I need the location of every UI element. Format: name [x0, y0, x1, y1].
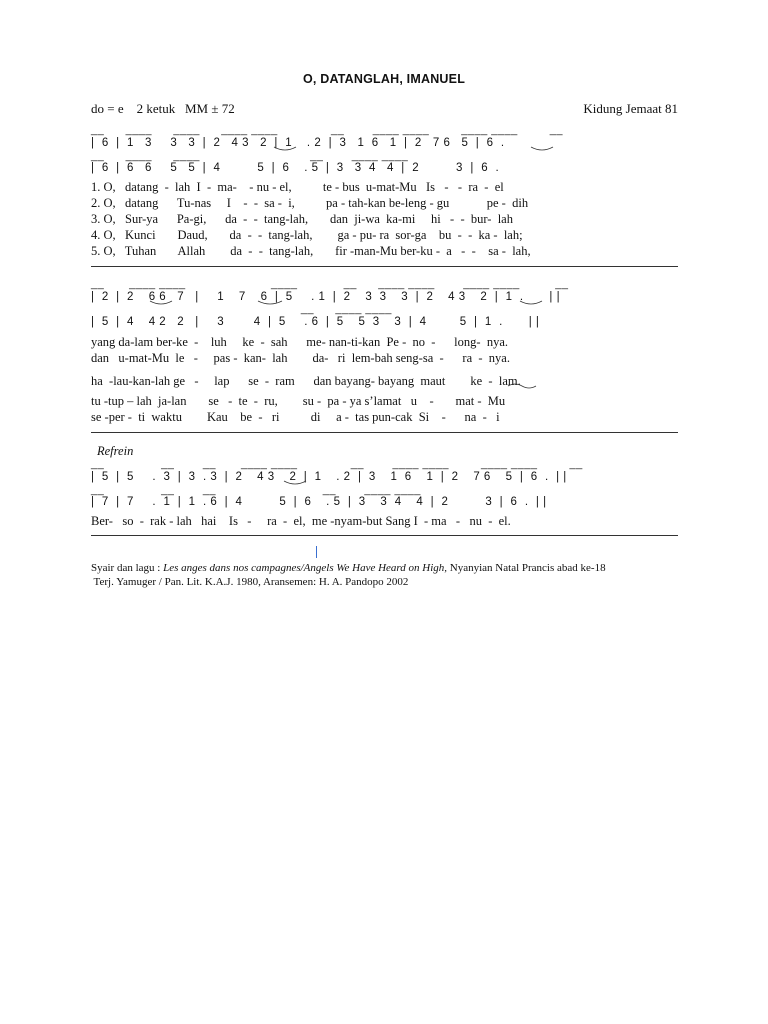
beam-bars: __ ____ ____ __ ____ ____	[91, 150, 409, 162]
section-divider	[91, 432, 678, 433]
refrain-label: Refrein	[97, 444, 134, 458]
hymn-title: O, DATANGLAH, IMANUEL	[302, 72, 466, 86]
credits	[91, 561, 691, 589]
notation-line-upper: | 5 | 5 . 3 | 3 . 3 | 2 4 3 2 | 1 . 2 | 3 1 6 1 | 2 7 6 5 | 6 . | |	[91, 471, 567, 483]
notation-line-lower: | 5 | 4 4 2 2 | 3 4 | 5 . 6 | 5 5 3 3 | 4 5 | 1 . | |	[91, 316, 540, 328]
credits-title: Les anges dans nos campagnes/Angels We Have Heard on High,	[163, 562, 448, 574]
lyric-line: tu -tup – lah ja-lan se - te - ru, su - pa - ya s’lamat u - mat - Mu	[91, 394, 506, 408]
lyric-line: 4. O, Kunci Daud, da - - tang-lah, ga - pu- ra sor-ga bu - - ka - lah;	[91, 228, 523, 242]
text-cursor	[316, 546, 317, 558]
notation-line-upper: | 6 | 1 3 3 3 | 2 4 3 2 | 1 . 2 | 3 1 6 1 | 2 7 6 5 | 6 .	[91, 137, 505, 149]
lyric-line: Ber- so - rak - lah hai Is - ra - el, me -nyam-but Sang I - ma - nu - el.	[91, 514, 511, 528]
lyric-line: se -per - ti waktu Kau be - ri di a - tas pun-cak Si - na - i	[91, 410, 500, 424]
beam-bars: __ ____ ____	[91, 303, 392, 315]
section-divider	[91, 266, 678, 267]
beam-bars: __ __ __ ____ ____ __ ____ ____ ____ ____ __	[91, 458, 583, 470]
credits-translation: Terj. Yamuger / Pan. Lit. K.A.J. 1980, Aransemen: H. A. Pandopo 2002	[91, 576, 409, 588]
lyric-line: 1. O, datang - lah I - ma- - nu - el, te - bus u-mat-Mu Is - - ra - el	[91, 180, 504, 194]
tempo-key-info: do = e 2 ketuk MM ± 72	[91, 101, 235, 116]
notation-line-lower: | 7 | 7 . 1 | 1 . 6 | 4 5 | 6 . 5 | 3 3 4 4 | 2 3 | 6 . | |	[91, 496, 547, 508]
lyric-line: 2. O, datang Tu-nas I - - sa - i, pa - tah-kan be-leng - gu pe - dih	[91, 196, 529, 210]
lyric-line: dan u-mat-Mu le - pas - kan- lah da- ri lem-bah seng-sa - ra - nya.	[91, 351, 510, 365]
lyric-line: yang da-lam ber-ke - luh ke - sah me- nan-ti-kan Pe - no - long- nya.	[91, 335, 508, 349]
notation-line-upper: | 2 | 2 6 6 7 | 1 7 6 | 5 . 1 | 2 3 3 3 | 2 4 3 2 | 1 . | |	[91, 291, 561, 303]
section-divider	[91, 535, 678, 536]
lyric-line: ha -lau-kan-lah ge - lap se - ram dan bayang- bayang maut ke - lam.	[91, 374, 521, 388]
beam-bars: __ __ __ __ ____ ____	[91, 484, 421, 496]
beam-bars: __ ____ ____ ____ __ ____ ____ ____ ____ __	[91, 278, 569, 290]
notation-line-lower: | 6 | 6 6 5 5 | 4 5 | 6 . 5 | 3 3 4 4 | 2 3 | 6 .	[91, 162, 500, 174]
credits-origin: Nyanyian Natal Prancis abad ke-18	[447, 562, 606, 574]
lyric-line: 3. O, Sur-ya Pa-gi, da - - tang-lah, dan ji-wa ka-mi hi - - bur- lah	[91, 212, 513, 226]
lyric-line: 5. O, Tuhan Allah da - - tang-lah, fir -man-Mu ber-ku - a - - sa - lah,	[91, 244, 531, 258]
hymn-number: Kidung Jemaat 81	[583, 101, 678, 116]
credits-prefix: Syair dan lagu :	[91, 562, 164, 574]
beam-bars: __ ____ ____ ____ ____ __ ____ ____ ____ ____ __	[91, 124, 563, 136]
